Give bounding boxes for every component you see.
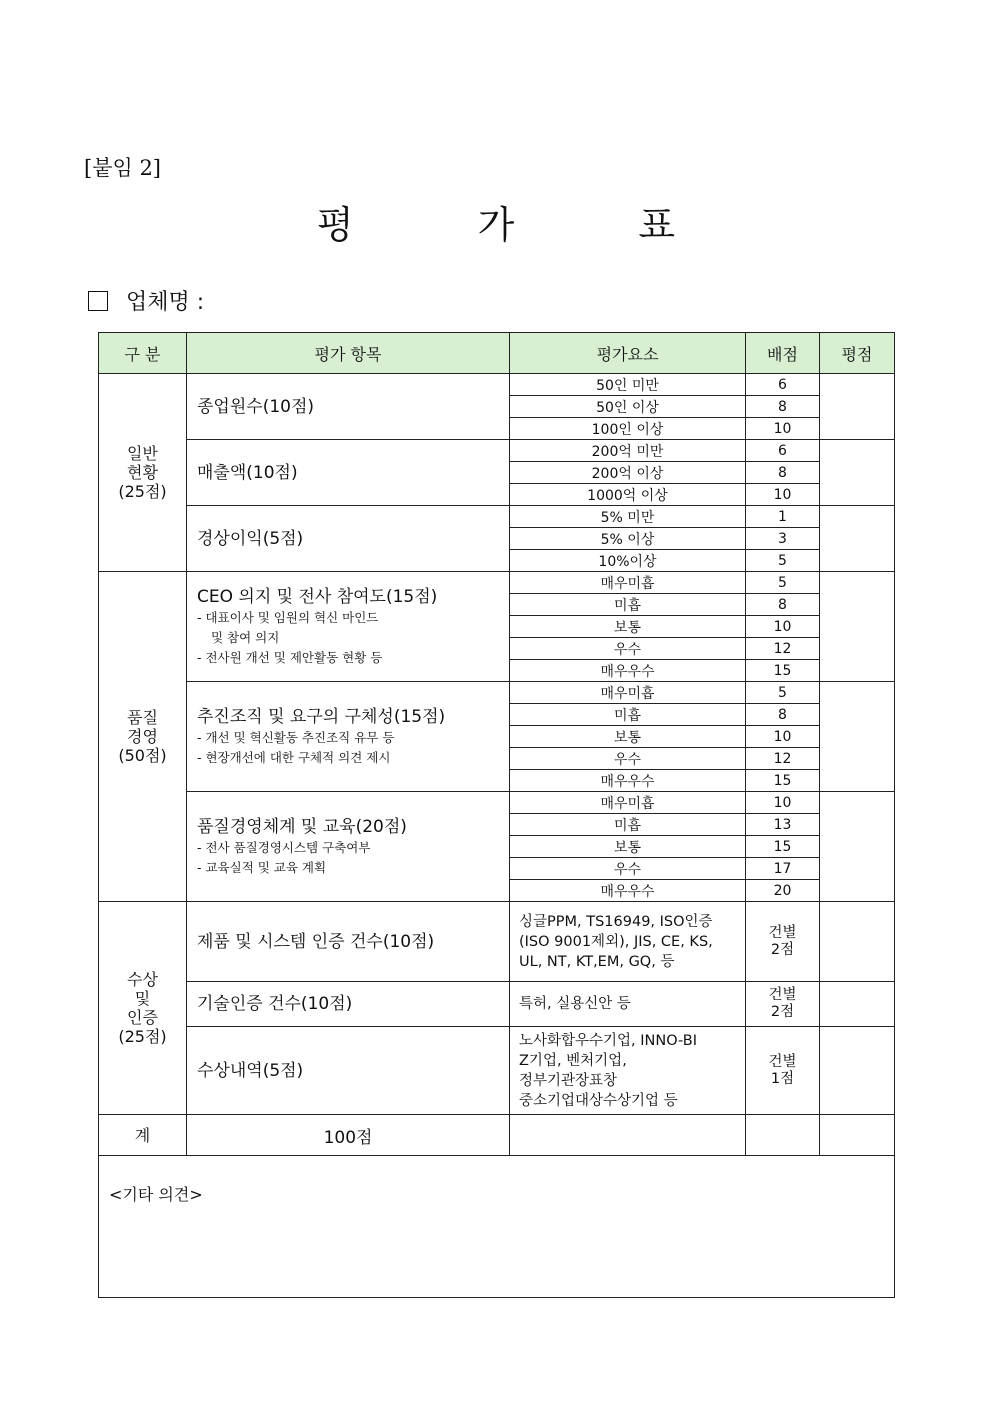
table-row bbox=[99, 374, 895, 396]
item-sub-line: - 개선 및 혁신활동 추진조직 유무 등 bbox=[197, 729, 395, 745]
opinion-row bbox=[99, 1156, 895, 1298]
table-row bbox=[99, 982, 895, 1027]
score-line: 건별 bbox=[768, 924, 797, 941]
score: 20 bbox=[746, 880, 820, 902]
category-line: 수상 bbox=[127, 970, 158, 989]
item-sub-line: - 대표이사 및 임원의 혁신 마인드 bbox=[197, 609, 379, 625]
element-line: 싱글PPM, TS16949, ISO인증 bbox=[519, 913, 713, 930]
header-item: 평가 항목 bbox=[187, 333, 510, 374]
score: 3 bbox=[746, 528, 820, 550]
score: 1 bbox=[746, 506, 820, 528]
element: 100인 이상 bbox=[510, 418, 746, 440]
table-row bbox=[99, 792, 895, 814]
item-employees: 종업원수(10점) bbox=[187, 374, 510, 440]
score: 5 bbox=[746, 682, 820, 704]
total-row bbox=[99, 1115, 895, 1156]
total-score-cell bbox=[746, 1115, 820, 1156]
score: 5 bbox=[746, 572, 820, 594]
item-system bbox=[187, 792, 510, 902]
item-sub-line: - 전사 품질경영시스템 구축여부 bbox=[197, 839, 371, 855]
checkbox-square-icon bbox=[88, 291, 108, 311]
score: 8 bbox=[746, 704, 820, 726]
element: 50인 이상 bbox=[510, 396, 746, 418]
score: 10 bbox=[746, 418, 820, 440]
header-allotment: 배점 bbox=[746, 333, 820, 374]
category-line: 현황 bbox=[127, 463, 158, 482]
opinion-label: <기타 의견> bbox=[109, 1185, 203, 1204]
header-element: 평가요소 bbox=[510, 333, 746, 374]
score-tech bbox=[746, 982, 820, 1027]
table-row bbox=[99, 440, 895, 462]
element-line: (ISO 9001제외), JIS, CE, KS, bbox=[519, 933, 713, 950]
item-cert: 제품 및 시스템 인증 건수(10점) bbox=[187, 902, 510, 982]
element: 200억 미만 bbox=[510, 440, 746, 462]
element: 매우우수 bbox=[510, 770, 746, 792]
header-rating: 평점 bbox=[820, 333, 895, 374]
score: 15 bbox=[746, 836, 820, 858]
score-line: 1점 bbox=[770, 1070, 795, 1087]
category-quality bbox=[99, 572, 187, 902]
score: 8 bbox=[746, 462, 820, 484]
element-prize bbox=[510, 1027, 746, 1115]
rating-cell[interactable] bbox=[820, 506, 895, 572]
category-line: 및 bbox=[134, 989, 151, 1008]
item-tech: 기술인증 건수(10점) bbox=[187, 982, 510, 1027]
score: 6 bbox=[746, 440, 820, 462]
item-sub bbox=[197, 608, 509, 668]
element: 50인 미만 bbox=[510, 374, 746, 396]
rating-cell[interactable] bbox=[820, 440, 895, 506]
score-line: 건별 bbox=[768, 1053, 797, 1070]
category-line: 인증 bbox=[127, 1008, 158, 1027]
element: 매우미흡 bbox=[510, 572, 746, 594]
score: 6 bbox=[746, 374, 820, 396]
company-name-label: 업체명 : bbox=[126, 290, 205, 315]
item-sub-line: - 교육실적 및 교육 계획 bbox=[197, 859, 327, 875]
item-sub-line: - 현장개선에 대한 구체적 의견 제시 bbox=[197, 749, 391, 765]
item-label: CEO 의지 및 전사 참여도(15점) bbox=[197, 586, 438, 607]
element: 우수 bbox=[510, 748, 746, 770]
score: 13 bbox=[746, 814, 820, 836]
element: 200억 이상 bbox=[510, 462, 746, 484]
score-line: 2점 bbox=[770, 1004, 795, 1020]
element: 미흡 bbox=[510, 814, 746, 836]
rating-cell[interactable] bbox=[820, 374, 895, 440]
table-row bbox=[99, 572, 895, 594]
score: 12 bbox=[746, 748, 820, 770]
header-category: 구 분 bbox=[99, 333, 187, 374]
element: 보통 bbox=[510, 726, 746, 748]
element: 매우우수 bbox=[510, 660, 746, 682]
category-line: (25점) bbox=[118, 1027, 167, 1046]
category-awards bbox=[99, 902, 187, 1115]
score: 5 bbox=[746, 550, 820, 572]
item-prize: 수상내역(5점) bbox=[187, 1027, 510, 1115]
rating-cell[interactable] bbox=[820, 1027, 895, 1115]
element: 우수 bbox=[510, 638, 746, 660]
score: 12 bbox=[746, 638, 820, 660]
category-general bbox=[99, 374, 187, 572]
element: 10%이상 bbox=[510, 550, 746, 572]
element: 보통 bbox=[510, 836, 746, 858]
score-cert bbox=[746, 902, 820, 982]
item-sales: 매출액(10점) bbox=[187, 440, 510, 506]
element: 매우미흡 bbox=[510, 682, 746, 704]
attachment-label: [붙임 2] bbox=[84, 156, 161, 180]
element: 미흡 bbox=[510, 594, 746, 616]
item-sub-line: - 전사원 개선 및 제안활동 현황 등 bbox=[197, 649, 383, 665]
score: 15 bbox=[746, 660, 820, 682]
evaluation-table bbox=[98, 332, 895, 1298]
score: 10 bbox=[746, 484, 820, 506]
opinion-field[interactable] bbox=[99, 1156, 895, 1298]
score: 10 bbox=[746, 792, 820, 814]
total-value: 100점 bbox=[187, 1115, 510, 1156]
rating-cell[interactable] bbox=[820, 682, 895, 792]
element-line: 정부기관장표창 bbox=[519, 1072, 618, 1089]
category-line: 경영 bbox=[127, 727, 158, 746]
score: 15 bbox=[746, 770, 820, 792]
total-rating-cell[interactable] bbox=[820, 1115, 895, 1156]
element: 1000억 이상 bbox=[510, 484, 746, 506]
item-org bbox=[187, 682, 510, 792]
category-line: 일반 bbox=[127, 444, 158, 463]
element-line: 특허, 실용신안 등 bbox=[519, 996, 631, 1012]
element-line: 노사화합우수기업, INNO-BI bbox=[519, 1032, 697, 1049]
score-line: 건별 bbox=[768, 987, 797, 1003]
element: 보통 bbox=[510, 616, 746, 638]
element-cert bbox=[510, 902, 746, 982]
rating-cell[interactable] bbox=[820, 572, 895, 682]
table-row bbox=[99, 1027, 895, 1115]
element: 우수 bbox=[510, 858, 746, 880]
element-line: Z기업, 벤처기업, bbox=[519, 1052, 627, 1069]
score-line: 2점 bbox=[770, 941, 795, 958]
item-sub bbox=[197, 838, 509, 878]
element: 매우우수 bbox=[510, 880, 746, 902]
category-line: (25점) bbox=[118, 482, 167, 501]
element-tech bbox=[510, 982, 746, 1027]
score: 10 bbox=[746, 616, 820, 638]
company-name-field bbox=[88, 285, 204, 316]
page-title: 평 가 표 bbox=[316, 203, 732, 247]
score: 8 bbox=[746, 396, 820, 418]
table-header-row bbox=[99, 333, 895, 374]
score: 10 bbox=[746, 726, 820, 748]
element: 5% 미만 bbox=[510, 506, 746, 528]
item-profit: 경상이익(5점) bbox=[187, 506, 510, 572]
score: 17 bbox=[746, 858, 820, 880]
table-row bbox=[99, 902, 895, 982]
table-row bbox=[99, 682, 895, 704]
item-label: 추진조직 및 요구의 구체성(15점) bbox=[197, 706, 446, 727]
element-line: UL, NT, KT,EM, GQ, 등 bbox=[519, 953, 675, 970]
item-label: 품질경영체계 및 교육(20점) bbox=[197, 816, 407, 837]
item-ceo bbox=[187, 572, 510, 682]
table-row bbox=[99, 506, 895, 528]
element-line: 중소기업대상수상기업 등 bbox=[519, 1092, 678, 1109]
total-element-cell bbox=[510, 1115, 746, 1156]
score: 8 bbox=[746, 594, 820, 616]
rating-cell[interactable] bbox=[820, 792, 895, 902]
element: 미흡 bbox=[510, 704, 746, 726]
item-sub bbox=[197, 728, 509, 768]
rating-cell[interactable] bbox=[820, 902, 895, 982]
score-prize bbox=[746, 1027, 820, 1115]
item-sub-line: 및 참여 의지 bbox=[211, 629, 280, 645]
rating-cell[interactable] bbox=[820, 982, 895, 1027]
element: 매우미흡 bbox=[510, 792, 746, 814]
total-label: 계 bbox=[99, 1115, 187, 1156]
category-line: 품질 bbox=[127, 708, 158, 727]
category-line: (50점) bbox=[118, 746, 167, 765]
element: 5% 이상 bbox=[510, 528, 746, 550]
